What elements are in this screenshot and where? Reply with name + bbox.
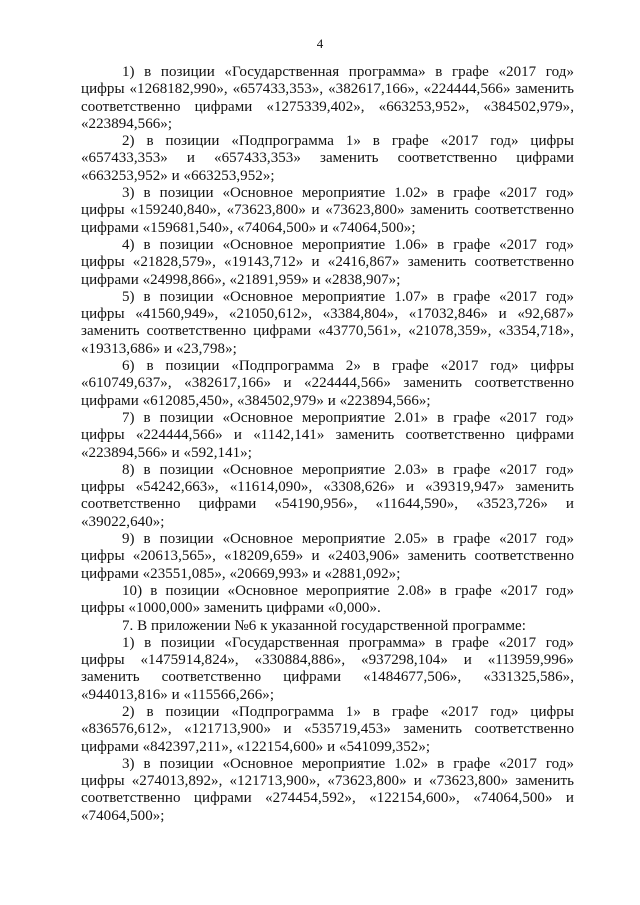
paragraph: 10) в позиции «Основное мероприятие 2.08» в графе «2017 год» цифры «1000,000» заменить цифрами «0,000». (81, 582, 574, 617)
paragraph: 2) в позиции «Подпрограмма 1» в графе «2017 год» цифры «657433,353» и «657433,353» заменить соответственно цифрами «663253,952» и «663253,952»; (81, 133, 574, 184)
paragraph: 5) в позиции «Основное мероприятие 1.07» в графе «2017 год» цифры «41560,949», «21050,612», «3384,804», «17032,846» и «92,687» заменить соответственно цифрами «43770,561», «21078,359», «3354,718», «19313,686» и «23,798»; (81, 288, 574, 357)
section-heading: 7. В приложении №6 к указанной государственной программе: (122, 617, 526, 634)
document-body (81, 64, 574, 825)
paragraph: 3) в позиции «Основное мероприятие 1.02» в графе «2017 год» цифры «159240,840», «73623,800» и «73623,800» заменить соответственно цифрами «159681,540», «74064,500» и «74064,500»; (81, 185, 574, 236)
paragraph: 7) в позиции «Основное мероприятие 2.01» в графе «2017 год» цифры «224444,566» и «1142,141» заменить соответственно цифрами «223894,566» и «592,141»; (81, 409, 574, 461)
paragraph: 1) в позиции «Государственная программа» в графе «2017 год» цифры «1475914,824», «330884,886», «937298,104» и «113959,996» заменить соответственно цифрами «1484677,506», «331325,586», «944013,816» и «115566,266»; (81, 634, 574, 703)
page-number: 4 (316, 36, 324, 51)
paragraph: 6) в позиции «Подпрограмма 2» в графе «2017 год» цифры «610749,637», «382617,166» и «224444,566» заменить соответственно цифрами «612085,450», «384502,979» и «223894,566»; (81, 358, 574, 409)
paragraph: 8) в позиции «Основное мероприятие 2.03» в графе «2017 год» цифры «54242,663», «11614,090», «3308,626» и «39319,947» заменить соответственно цифрами «54190,956», «11644,590», «3523,726» и «39022,640»; (81, 461, 574, 530)
paragraph: 9) в позиции «Основное мероприятие 2.05» в графе «2017 год» цифры «20613,565», «18209,659» и «2403,906» заменить соответственно цифрами «23551,085», «20669,993» и «2881,092»; (81, 531, 574, 582)
paragraph: 1) в позиции «Государственная программа» в графе «2017 год» цифры «1268182,990», «657433,353», «382617,166», «224444,566» заменить соответственно цифрами «1275339,402», «663253,952», «384502,979», «223894,566»; (81, 64, 574, 132)
paragraph: 4) в позиции «Основное мероприятие 1.06» в графе «2017 год» цифры «21828,579», «19143,712» и «2416,867» заменить соответственно цифрами «24998,866», «21891,959» и «2838,907»; (81, 236, 574, 288)
paragraph: 2) в позиции «Подпрограмма 1» в графе «2017 год» цифры «836576,612», «121713,900» и «535719,453» заменить соответственно цифрами «842397,211», «122154,600» и «541099,352»; (81, 703, 574, 755)
paragraph: 3) в позиции «Основное мероприятие 1.02» в графе «2017 год» цифры «274013,892», «121713,900», «73623,800» и «73623,800» заменить соответственно цифрами «274454,592», «122154,600», «74064,500» и «74064,500»; (81, 755, 574, 824)
